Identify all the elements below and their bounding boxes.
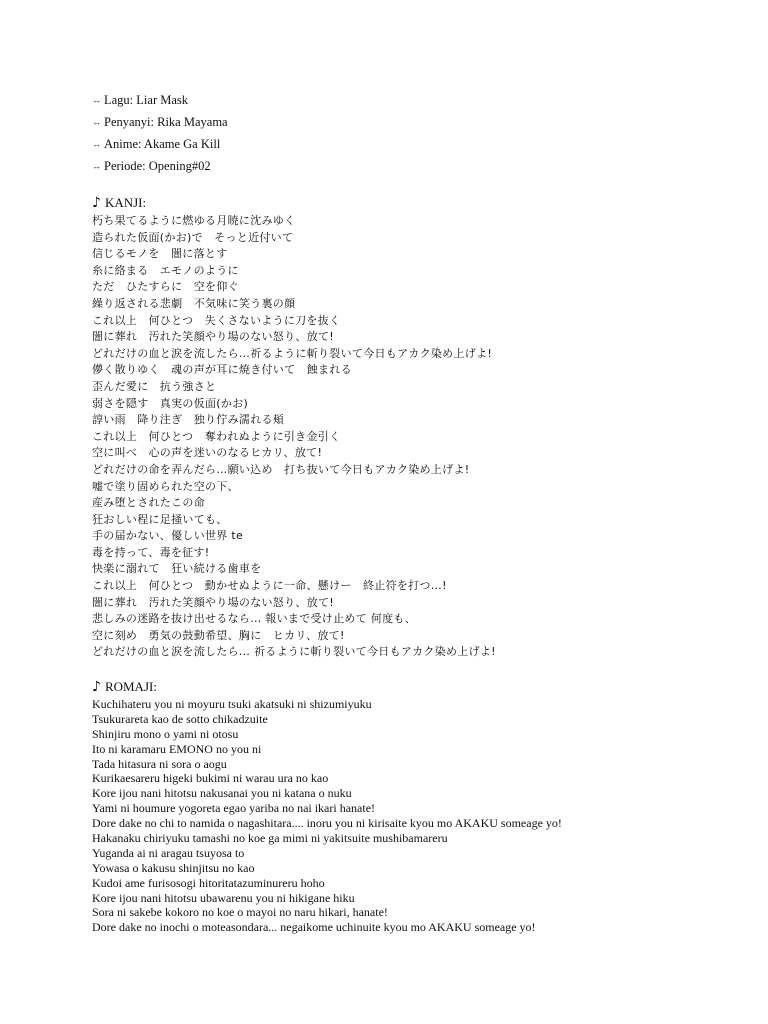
lyric-line: ただ ひたすらに 空を仰ぐ bbox=[92, 280, 239, 294]
lyric-line: Dore dake no inochi o moteasondara... negaikome uchinuite kyou mo AKAKU someage yo! bbox=[92, 920, 536, 935]
lyric-line: Hakanaku chiriyuku tamashi no koe ga mimi ni yakitsuite mushibamareru bbox=[92, 831, 448, 846]
lyric-line: Yuganda ai ni aragau tsuyosa to bbox=[92, 845, 245, 860]
lyric-line: Ito ni karamaru EMONO no you ni bbox=[92, 741, 262, 756]
lyric-line: 繰り返される悲劇 不気味に笑う裏の顔 bbox=[92, 296, 296, 310]
lyric-line: 毒を持って、毒を征す! bbox=[92, 545, 210, 559]
kanji-section bbox=[92, 193, 496, 661]
lyric-line: Yowasa o kakusu shinjitsu no kao bbox=[92, 860, 255, 875]
arrow-bullet-icon: ↔ bbox=[92, 117, 101, 127]
song-info-list bbox=[92, 89, 228, 177]
lyric-line: これ以上 何ひとつ 動かせぬように一命、懸けー 終止符を打つ…! bbox=[92, 579, 447, 593]
lyric-line: 糸に絡まる エモノのように bbox=[92, 263, 239, 277]
arrow-bullet-icon: ↔ bbox=[92, 161, 101, 171]
romaji-heading-row bbox=[92, 677, 562, 697]
lyric-line: 弱さを隠す 真実の仮面(かお) bbox=[92, 396, 249, 410]
lyric-line: 朽ち果てるように燃ゆる月暁に沈みゆく bbox=[92, 214, 296, 227]
lyric-line: 嘘で塗り固められた空の下、 bbox=[92, 479, 239, 493]
lyric-line: Dore dake no chi to namida o nagashitara.... inoru you ni kirisaite kyou mo AKAKU someage yo! bbox=[92, 816, 562, 831]
lyric-line: どれだけの血と涙を流したら… 祈るように斬り裂いて今日もアカク染め上げよ! bbox=[92, 645, 496, 659]
singer: Penyanyi: Rika Mayama bbox=[104, 115, 228, 129]
lyric-line: 快楽に溺れて 狂い続ける歯車を bbox=[92, 562, 262, 576]
lyric-line: Kore ijou nani hitotsu ubawarenu you ni hikigane hiku bbox=[92, 890, 355, 905]
lyric-line: 歪んだ愛に 抗う強さと bbox=[92, 379, 217, 393]
lyric-line: これ以上 何ひとつ 失くさないように刀を抜く bbox=[92, 313, 341, 327]
lyric-line: どれだけの命を弄んだら…願い込め 打ち抜いて今日もアカク染め上げよ! bbox=[92, 462, 470, 476]
lyric-line: Yami ni houmure yogoreta egao yariba no nai ikari hanate! bbox=[92, 801, 376, 816]
anime-item bbox=[92, 133, 228, 155]
lyric-line: 信じるモノを 闇に落とす bbox=[92, 247, 228, 261]
arrow-bullet-icon: ↔ bbox=[92, 95, 101, 105]
kanji-heading: KANJI: bbox=[104, 195, 147, 210]
lyric-line: 狂おしい程に足掻いても、 bbox=[92, 512, 228, 526]
lyric-line: 空に叫べ 心の声を迷いのなるヒカリ、放て! bbox=[92, 446, 323, 460]
lyric-line: どれだけの血と涙を流したら…祈るように斬り裂いて今日もアカク染め上げよ! bbox=[92, 346, 493, 360]
lyric-line: Kurikaesareru higeki bukimi ni warau ura no kao bbox=[92, 771, 329, 786]
kanji-heading-row bbox=[92, 193, 496, 213]
music-note-icon: ♪ bbox=[92, 679, 101, 695]
lyric-line: 悲しみの迷路を抜け出せるなら… 報いまで受け止めて 何度も、 bbox=[92, 612, 416, 626]
anime: Anime: Akame Ga Kill bbox=[104, 137, 221, 151]
lyric-line: 闇に葬れ 汚れた笑顔やり場のない怒り、放て! bbox=[92, 595, 335, 609]
lyric-line: Kore ijou nani hitotsu nakusanai you ni katana o nuku bbox=[92, 786, 352, 801]
arrow-bullet-icon: ↔ bbox=[92, 139, 101, 149]
lyric-line: 闇に葬れ 汚れた笑顔やり場のない怒り、放て! bbox=[92, 330, 335, 344]
lyric-line: Tsukurareta kao de sotto chikadzuite bbox=[92, 711, 268, 726]
music-note-icon: ♪ bbox=[92, 195, 101, 211]
lyric-line: 産み堕とされたこの命 bbox=[92, 496, 205, 510]
romaji-section bbox=[92, 677, 562, 935]
lyric-line: Tada hitasura ni sora o aogu bbox=[92, 756, 227, 771]
lyric-line: Kuchihateru you ni moyuru tsuki akatsuki ni shizumiyuku bbox=[92, 697, 372, 711]
period: Periode: Opening#02 bbox=[104, 159, 211, 173]
lyric-line: 諄い雨 降り注ぎ 独り佇み濡れる頬 bbox=[92, 413, 285, 427]
period-item bbox=[92, 155, 228, 177]
lyric-line: Sora ni sakebe kokoro no koe o mayoi no naru hikari, hanate! bbox=[92, 905, 388, 920]
lyric-line: 空に刻め 勇気の鼓動希望、胸に ヒカリ、放て! bbox=[92, 628, 345, 642]
romaji-heading: ROMAJI: bbox=[104, 679, 157, 694]
kanji-lyrics bbox=[92, 213, 496, 661]
singer-item bbox=[92, 111, 228, 133]
romaji-lyrics bbox=[92, 697, 562, 935]
lyric-line: Kudoi ame furisosogi hitoritatazuminureru hoho bbox=[92, 875, 325, 890]
lyric-line: Shinjiru mono o yami ni otosu bbox=[92, 726, 239, 741]
lyric-line: 儚く散りゆく 魂の声が耳に焼き付いて 蝕まれる bbox=[92, 363, 352, 377]
lyric-line: 造られた仮面(かお)で そっと近付いて bbox=[92, 230, 294, 244]
lyric-line: 手の届かない、優しい世界 te bbox=[92, 529, 244, 543]
song-title-item bbox=[92, 89, 228, 111]
song-title: Lagu: Liar Mask bbox=[104, 93, 189, 107]
lyric-line: これ以上 何ひとつ 奪われぬように引き金引く bbox=[92, 429, 341, 443]
